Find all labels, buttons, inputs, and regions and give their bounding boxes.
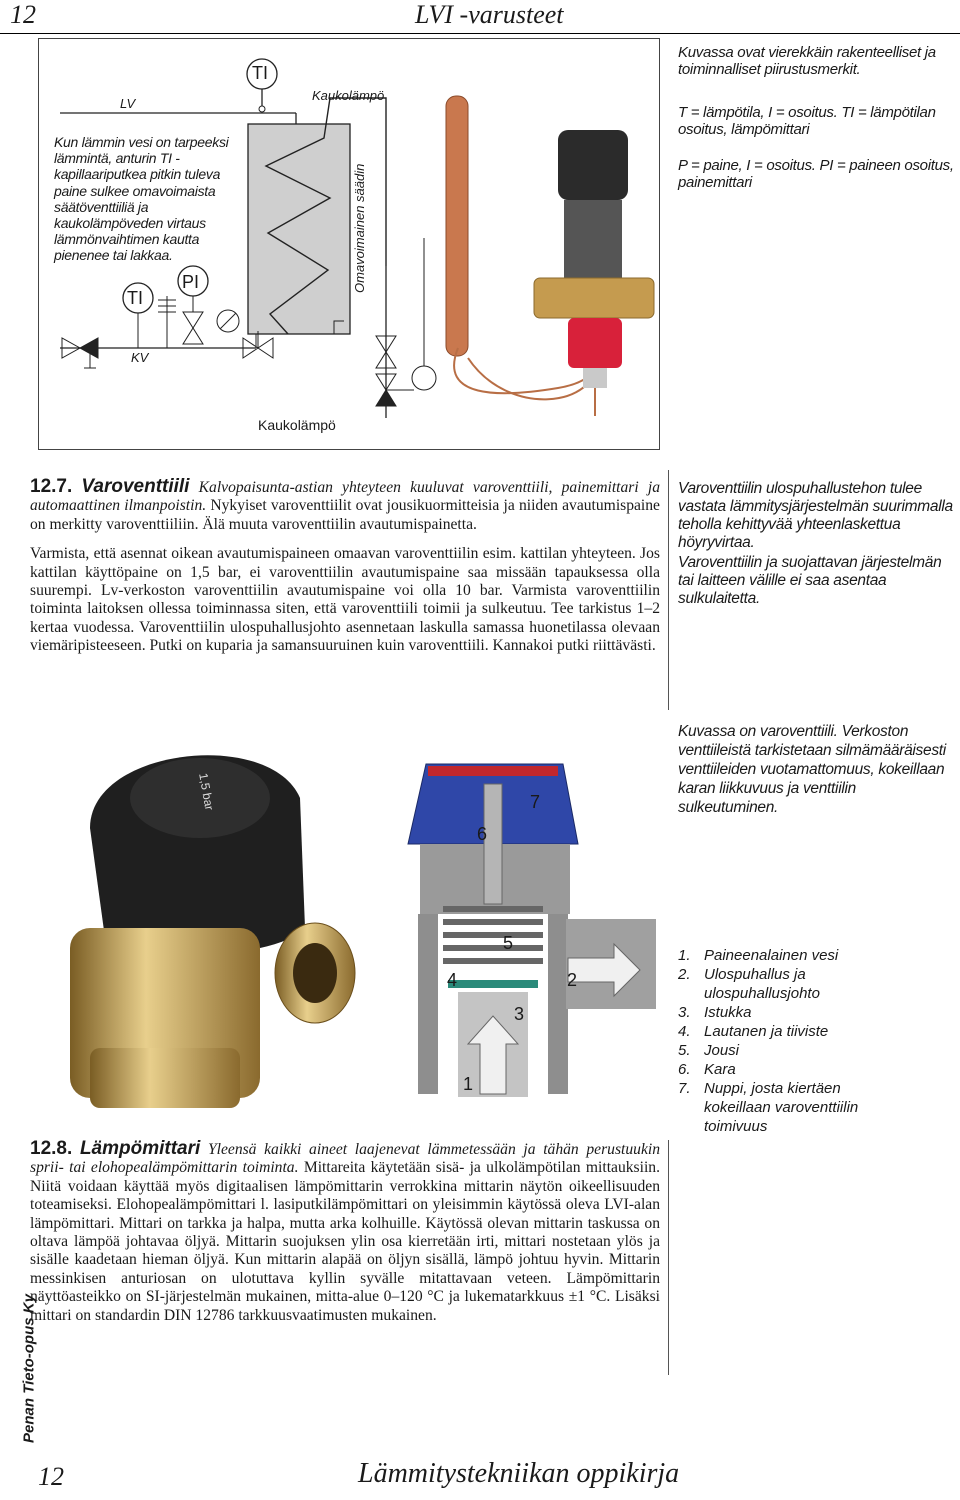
section-12-7-lead: Kalvopaisunta-astian yhteyteen kuuluvat varoventtiili, painemittari ja automaattinen ilmanpoistin.: [30, 479, 660, 515]
column-rule: [668, 470, 669, 710]
cutaway-label-4: 4: [447, 970, 458, 990]
list-item: 2. Ulospuhallus ja ulospuhallusjohto: [678, 966, 820, 1002]
section-12-7-p2: Varmista, että asennat oikean avautumispaineen omaavan varoventtiilin esim. kattilan yhteyteen. Jos kattilan käyttöpaine on 1,5 bar, ei varoventtiilin avautumispaine saa missään tapauksessa olla suurempi. Lv-verkoston varoventtiilin avautumispaine voi olla 10 bar. Varmista varoventtiilin toiminta laitoksen ollessa toiminnassa siten, että varoventtiili toimii ja sulkeutuu. Tee tarkistus 1–2 kertaa vuodessa. Varoventtiilin ulospuhallusjohto asennetaan laskulla samassa huonetilassa olevaan viemäripisteeseen. Putki on kuparia ja samansuuruinen kuin varoventtiili. Kannakoi putki riittävästi.: [30, 545, 660, 655]
parts-list: [678, 946, 948, 1136]
section-12-8: [30, 1140, 660, 1336]
section-12-8-lead: Yleensä kaikki aineet laajenevat lämmetessään ja tähän perustuukin sprii- tai elohopealämpömittarin toiminta.: [30, 1141, 660, 1177]
column-rule-2: [668, 1140, 669, 1375]
label-pi: PI: [182, 272, 200, 292]
label-lv: LV: [120, 96, 136, 111]
section-12-7-title: Varoventtiili: [81, 476, 190, 497]
label-kv: KV: [131, 350, 149, 365]
cutaway-label-7: 7: [530, 792, 541, 812]
section-12-8-number: 12.8.: [30, 1138, 73, 1159]
side-credit: Penan Tieto-opus Ky: [20, 1294, 38, 1443]
list-item: 7. Nuppi, josta kiertäen kokeillaan varoventtiilin toimivuus: [678, 1080, 859, 1135]
list-item: 1. Paineenalainen vesi: [678, 947, 839, 964]
section-12-7-p1: Nykyiset varoventtiilit ovat jousikuormitteisia ja niiden avautumispaine on merkitty varoventtiiliin. Älä muuta varoventtiilin avautumispainetta.: [30, 497, 660, 533]
cutaway-label-5: 5: [503, 933, 514, 953]
label-kaukolampo-bottom: Kaukolämpö: [258, 417, 336, 433]
label-ti-left: TI: [127, 288, 143, 308]
label-kaukolampo-top: Kaukolämpö: [312, 88, 385, 103]
relief-note-1: Varoventtiilin ulospuhallustehon tulee vastata lämmitysjärjestelmän suurimmalla teholla kehittyvää yhteenlaskettua höyryvirtaa.: [678, 480, 953, 551]
header-rule: [0, 33, 960, 34]
page-number-bottom: 12: [38, 1462, 64, 1491]
section-12-8-title: Lämpömittari: [79, 1138, 201, 1159]
list-item: 3. Istukka: [678, 1004, 752, 1021]
list-item: 4. Lautanen ja tiiviste: [678, 1023, 829, 1040]
label-omavoimainen: Omavoimainen säädin: [352, 163, 367, 293]
label-ti-top: TI: [252, 63, 268, 83]
relief-note-2: Varoventtiilin ja suojattavan järjestelmän tai laitteen välille ei saa asentaa sulkulaitetta.: [678, 554, 942, 607]
running-head: LVI -varusteet: [415, 0, 564, 29]
section-12-8-body: Mittareita käytetään sisä- ja ulkolämpötilan mittauksiin. Niitä voidaan käyttää myös digitaalisen lämpömittarin verrokkina mittarin näytön oikeellisuuden toteamiseksi. Elohopealämpömittari l. lasiputkilämpömittari on yleisimmin käytössä oleva LVI-alan lämpömittari. Mittari on tarkka ja halpa, mutta arka kolhuille. Käytössä olevan mittarin taskussa on oltava lämpöä johtavaa öljyä. Mittarin suojuksen ylin osa kierretään irti, mittari nostetaan ylös ja sisälle kaadetaan hieman öljyä. Kun mittarin alapää on öljyn sisällä, lämpö johtuu hyvin. Mittarin messinkisen anturiosan on ulotuttava kyllin syvälle mitattavaan veteen. Lämpömittarin näyttöasteikko on SI-järjestelmän mukainen, mitta-alue 0–120 °C ja lukematarkkuus ±1 °C. Lisäksi mittari on standardin DIN 12786 tarkkuusvaatimusten mukainen.: [30, 1159, 660, 1324]
photo-valve-marking: 1,5 bar: [196, 772, 217, 812]
cutaway-label-1: 1: [463, 1074, 474, 1094]
section-12-7: [30, 478, 660, 667]
book-title: Lämmitystekniikan oppikirja: [358, 1458, 680, 1489]
photo-caption: Kuvassa on varoventtiili. Verkoston venttiileistä tarkistetaan silmämääräisesti venttiileiden vuotamattomuus, kokeillaan karan liikkuvuus ja venttiilin sulkeutuminen.: [678, 723, 946, 816]
list-item: 5. Jousi: [678, 1042, 740, 1059]
section-12-7-number: 12.7.: [30, 476, 73, 497]
symbols-intro: Kuvassa ovat vierekkäin rakenteelliset ja toiminnalliset piirustusmerkit.: [678, 44, 936, 78]
cutaway-label-2: 2: [567, 970, 578, 990]
cutaway-label-6: 6: [477, 824, 488, 844]
cutaway-label-3: 3: [514, 1004, 525, 1024]
diagram-caption: Kun lämmin vesi on tarpeeksi lämmintä, anturin TI -kapillaariputkea pitkin tuleva paine sulkee omavoimaista säätöventtiiliä ja kaukolämpöveden virtaus lämmönvaihtimen kautta pienenee tai lakkaa.: [54, 134, 229, 264]
symbols-t: T = lämpötila, I = osoitus. TI = lämpötilan osoitus, lämpömittari: [678, 104, 936, 138]
page-number-top: 12: [10, 0, 36, 29]
list-item: 6. Kara: [678, 1061, 736, 1078]
symbols-p: P = paine, I = osoitus. PI = paineen osoitus, painemittari: [678, 157, 954, 191]
valve-cutaway: [388, 744, 668, 1104]
